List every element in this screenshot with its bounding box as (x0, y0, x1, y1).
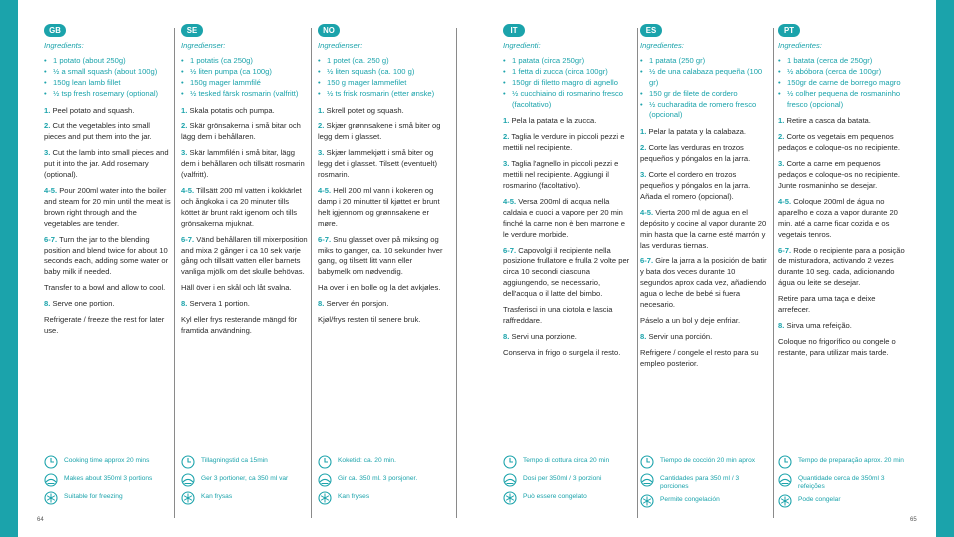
step-text: Coloque no frigorífico ou congele o restante, para utilizar mais tarde. (778, 336, 896, 357)
step-number: 2. (778, 132, 785, 142)
clock-icon (44, 455, 58, 469)
ingredients-heading: Ingredientes: (778, 41, 822, 50)
ingredient-item: • 150g lean lamb fillet (44, 78, 172, 89)
step-text: Häll över i en skål och låt svalna. (181, 283, 292, 293)
method-step (44, 299, 172, 310)
method-step (778, 159, 906, 192)
method-step (318, 148, 446, 181)
method-step (181, 106, 309, 117)
info-portions-text: Gir ca. 350 ml. 3 porsjoner. (338, 475, 418, 482)
info-cooking-time-text: Tempo de preparação aprox. 20 min (798, 457, 904, 464)
info-freezing-text: Kan fryses (338, 493, 370, 500)
step-number: 3. (640, 170, 647, 180)
info-freezing (640, 494, 768, 508)
step-number: 8. (181, 299, 188, 309)
info-freezing-text: Kan frysas (201, 493, 233, 500)
step-text: Snu glasset over på miksing og miks to ganger, ca. 10 sekunder hver gang, og tilsett litt vann eller babymelk om nødvendig. (318, 234, 443, 277)
step-text: Cut the vegetables into small pieces and put them into the jar. (44, 121, 152, 142)
step-number: 1. (181, 105, 188, 115)
method-step (181, 186, 309, 230)
ingredient-item: • ½ liten squash (ca. 100 g) (318, 67, 446, 78)
method-step (44, 148, 172, 181)
step-text: Corte a carne em pequenos pedaços e coloque-os no recipiente. Junte rosmaninho se desejar. (778, 159, 901, 190)
ingredient-item: • 150gr di filetto magro di agnello (503, 78, 631, 89)
info-portions-text: Dosi per 350ml / 3 porzioni (523, 475, 602, 482)
ingredient-item: • 150gr de carne de borrego magro (778, 78, 906, 89)
recipe-info-es (640, 455, 768, 512)
ingredients-list (503, 56, 631, 111)
method-step (640, 143, 768, 165)
info-cooking-time (503, 455, 631, 469)
step-number: 6-7. (318, 234, 332, 244)
right-edge-bar (936, 0, 954, 537)
method-step (503, 246, 631, 301)
step-text: Refrigerate / freeze the rest for later use. (44, 315, 165, 335)
snowflake-icon (181, 491, 195, 505)
step-number: 1. (318, 105, 325, 115)
method-step (181, 235, 309, 279)
language-badge: PT (778, 24, 800, 37)
column-divider (311, 28, 312, 518)
info-freezing-text: Può essere congelato (523, 493, 587, 500)
clock-icon (778, 455, 792, 469)
step-text: Hell 200 ml vann i kokeren og damp i 20 minutter til kjøttet er brunt helt igjennom og grønnsakene er møre. (318, 185, 440, 228)
info-portions-text: Makes about 350ml 3 portions (64, 475, 153, 482)
method-step (318, 121, 446, 143)
clock-icon (503, 455, 517, 469)
info-portions (778, 473, 906, 490)
ingredient-item: • 1 potato (about 250g) (44, 56, 172, 67)
step-text: Server én porsjon. (326, 299, 389, 309)
step-text: Servi una porzione. (511, 331, 577, 341)
method-step (778, 337, 906, 359)
step-number: 8. (778, 320, 785, 330)
recipe-info-it (503, 455, 631, 509)
step-text: Taglia le verdure in piccoli pezzi e mettili nel recipiente. (503, 132, 625, 153)
method-step (44, 283, 172, 294)
language-badge: GB (44, 24, 66, 37)
step-text: Pour 200ml water into the boiler and steam for 20 min until the meat is brown right through and the vegetables are tender. (44, 185, 171, 228)
recipe-info-gb (44, 455, 172, 509)
method-step (318, 235, 446, 279)
recipe-column-es (640, 24, 768, 375)
clock-icon (181, 455, 195, 469)
snowflake-icon (778, 494, 792, 508)
snowflake-icon (44, 491, 58, 505)
column-divider (773, 28, 774, 518)
step-number: 6-7. (503, 245, 517, 255)
info-freezing (181, 491, 309, 505)
step-number: 8. (318, 299, 325, 309)
method-step (318, 315, 446, 326)
step-number: 1. (640, 127, 647, 137)
ingredient-item: • ½ cucchiaino di rosmarino fresco (facoltativo) (503, 89, 631, 111)
step-number: 2. (503, 132, 510, 142)
method-step (503, 348, 631, 359)
step-number: 1. (503, 116, 510, 126)
ingredients-heading: Ingredients: (44, 41, 84, 50)
step-text: Tillsätt 200 ml vatten i kokkärlet och ångkoka i ca 20 minuter tills köttet är brunt rakt igenom och tills grönsakerna mjuknat. (181, 185, 302, 228)
step-text: Peel potato and squash. (52, 105, 135, 115)
ingredients-list (640, 56, 768, 121)
step-number: 4-5. (44, 185, 58, 195)
step-text: Rode o recipiente para a posição de misturadora, activando 2 vezes durante 10 seg. cada, adicionando água ou leite se desejar. (778, 245, 905, 288)
step-text: Trasferisci in una ciotola e lascia raffreddare. (503, 305, 613, 325)
step-number: 2. (318, 121, 325, 131)
step-text: Servera 1 portion. (189, 299, 250, 309)
page-gutter (456, 28, 457, 518)
info-cooking-time (318, 455, 446, 469)
language-badge: ES (640, 24, 662, 37)
step-text: Skjær lammekjøtt i små biter og legg det i glasset. Tilsett (eventuelt) rosmarin. (318, 148, 438, 180)
column-divider (174, 28, 175, 518)
recipe-info-pt (778, 455, 906, 512)
step-number: 6-7. (44, 234, 58, 244)
ingredient-item: • 1 patata (circa 250gr) (503, 56, 631, 67)
info-cooking-time (778, 455, 906, 469)
info-cooking-time-text: Tillagningstid ca 15min (201, 457, 268, 464)
step-number: 8. (640, 331, 647, 341)
step-text: Corte las verduras en trozos pequeños y póngalos en la jarra. (640, 143, 751, 164)
method-step (640, 170, 768, 203)
step-number: 2. (181, 121, 188, 131)
method-step (44, 186, 172, 230)
info-portions (503, 473, 631, 487)
recipe-column-gb (44, 24, 172, 342)
step-number: 3. (318, 148, 325, 158)
ingredients-heading: Ingredienser: (318, 41, 363, 50)
ingredient-item: • ½ tsp fresh rosemary (optional) (44, 89, 172, 100)
step-number: 4-5. (181, 185, 195, 195)
recipe-info-no (318, 455, 446, 509)
step-text: Capovolgi il recipiente nella posizione frullatore e frulla 2 volte per circa 10 secondi ciascuna aggiungendo, se necessario, dell'acqua o il latte del bimbo. (503, 245, 630, 299)
step-number: 3. (181, 148, 188, 158)
step-number: 4-5. (503, 196, 517, 206)
portions-icon (181, 473, 195, 487)
method-step (181, 315, 309, 337)
ingredient-item: • 1 potet (ca. 250 g) (318, 56, 446, 67)
portions-icon (778, 473, 792, 487)
step-text: Versa 200ml di acqua nella caldaia e cuoci a vapore per 20 min finché la carne non è ben marrone e le verdure morbide. (503, 196, 626, 239)
step-text: Serve one portion. (52, 299, 115, 309)
snowflake-icon (318, 491, 332, 505)
step-text: Corte el cordero en trozos pequeños y póngalos en la jarra. Añada el romero (opcional). (640, 170, 751, 201)
info-portions-text: Cantidades para 350 ml / 3 porciones (660, 475, 740, 490)
method-step (44, 315, 172, 337)
method-step (318, 283, 446, 294)
step-text: Taglia l'agnello in piccoli pezzi e mettili nel recipiente. Aggiungi il rosmarino (facoltativo). (503, 159, 619, 190)
step-number: 2. (44, 121, 51, 131)
info-cooking-time-text: Cooking time approx 20 mins (64, 457, 150, 464)
info-portions (640, 473, 768, 490)
step-text: Turn the jar to the blending position and blend twice for about 10 seconds each, adding some water or baby milk if needed. (44, 234, 169, 277)
step-number: 2. (640, 143, 647, 153)
step-number: 3. (503, 159, 510, 169)
info-portions (318, 473, 446, 487)
portions-icon (503, 473, 517, 487)
method-step (640, 348, 768, 370)
info-freezing (318, 491, 446, 505)
step-text: Skjær grønnsakene i små biter og legg dem i glasset. (318, 121, 441, 142)
method-step (181, 283, 309, 294)
method-step (503, 305, 631, 327)
ingredients-list (181, 56, 309, 100)
info-freezing (778, 494, 906, 508)
info-freezing-text: Suitable for freezing (64, 493, 123, 500)
method-step (778, 197, 906, 241)
ingredients-heading: Ingredienti: (503, 41, 541, 50)
ingredient-item: • 1 potatis (ca 250g) (181, 56, 309, 67)
step-text: Cut the lamb into small pieces and put it into the jar. Add rosemary (optional). (44, 148, 169, 180)
language-badge: NO (318, 24, 340, 37)
method-step (778, 321, 906, 332)
method-step (503, 159, 631, 192)
info-portions-text: Ger 3 portioner, ca 350 ml var (201, 475, 289, 482)
method-step (44, 121, 172, 143)
step-text: Transfer to a bowl and allow to cool. (44, 283, 166, 293)
info-portions (181, 473, 309, 487)
ingredient-item: • ½ abóbora (cerca de 100gr) (778, 67, 906, 78)
info-cooking-time (44, 455, 172, 469)
method-step (778, 246, 906, 290)
step-text: Skrell potet og squash. (326, 105, 404, 115)
step-text: Skala potatis och pumpa. (189, 105, 275, 115)
info-freezing (503, 491, 631, 505)
language-badge: SE (181, 24, 203, 37)
step-number: 1. (778, 116, 785, 126)
column-divider (637, 28, 638, 518)
step-text: Servir una porción. (648, 331, 713, 341)
ingredient-item: • ½ a small squash (about 100g) (44, 67, 172, 78)
info-freezing (44, 491, 172, 505)
method-step (503, 132, 631, 154)
step-number: 6-7. (778, 245, 792, 255)
step-text: Skär grönsakerna i små bitar och lägg dem i behållaren. (181, 121, 301, 142)
method-step (181, 299, 309, 310)
snowflake-icon (640, 494, 654, 508)
step-text: Corte os vegetais em pequenos pedaços e coloque-os no recipiente. (778, 132, 901, 153)
step-text: Skär lammfilén i små bitar, lägg dem i behållaren och tillsätt rosmarin (valfritt). (181, 148, 305, 180)
method-step (503, 197, 631, 241)
step-number: 8. (503, 331, 510, 341)
step-number: 4-5. (778, 196, 792, 206)
info-cooking-time-text: Koketid: ca. 20 min. (338, 457, 396, 464)
method-step (181, 121, 309, 143)
method-step (318, 186, 446, 230)
info-freezing-text: Permite congelación (660, 496, 720, 504)
step-text: Pelar la patata y la calabaza. (648, 127, 746, 137)
step-text: Vierta 200 ml de agua en el depósito y cocine al vapor durante 20 min hasta que la carne esté marrón y las verduras tiernas. (640, 207, 767, 250)
step-text: Gire la jarra a la posición de batir y bata dos veces durante 10 segundos aprox cada vez, añadiendo agua o leche de bebé si fuera necesario. (640, 256, 767, 310)
method-step (640, 256, 768, 311)
info-cooking-time-text: Tiempo de cocción 20 min aprox (660, 457, 756, 464)
ingredient-item: • ½ cucharadita de romero fresco (opcional) (640, 100, 768, 122)
recipe-column-it (503, 24, 631, 364)
ingredient-item: • ½ tesked färsk rosmarin (valfritt) (181, 89, 309, 100)
info-portions (44, 473, 172, 487)
method-step (44, 235, 172, 279)
step-number: 4-5. (318, 185, 332, 195)
clock-icon (318, 455, 332, 469)
step-text: Retire a casca da batata. (786, 116, 871, 126)
info-cooking-time (640, 455, 768, 469)
left-edge-bar (0, 0, 18, 537)
info-freezing-text: Pode congelar (798, 496, 841, 504)
ingredient-item: • 150g mager lammfilé (181, 78, 309, 89)
clock-icon (640, 455, 654, 469)
step-number: 1. (44, 105, 51, 115)
info-cooking-time-text: Tempo di cottura circa 20 min (523, 457, 610, 464)
step-text: Conserva in frigo o surgela il resto. (503, 347, 621, 357)
ingredients-list (44, 56, 172, 100)
method-step (318, 299, 446, 310)
portions-icon (640, 473, 654, 487)
step-number: 6-7. (181, 234, 195, 244)
recipe-column-no (318, 24, 446, 331)
step-text: Vänd behållaren till mixerposition and mixa 2 gånger i ca 10 sek varje gång och tillsätt vatten eller barnets vanliga mjölk om det skulle behövas. (181, 234, 308, 277)
method-step (181, 148, 309, 181)
language-badge: IT (503, 24, 525, 37)
snowflake-icon (503, 491, 517, 505)
method-step (640, 208, 768, 252)
recipe-column-pt (778, 24, 906, 364)
method-step (318, 106, 446, 117)
info-cooking-time (181, 455, 309, 469)
ingredients-list (318, 56, 446, 100)
step-text: Kjøl/frys resten til senere bruk. (318, 315, 421, 325)
step-text: Páselo a un bol y deje enfriar. (640, 315, 741, 325)
page-number-right: 65 (910, 517, 917, 523)
step-text: Refrigere / congele el resto para su empleo posterior. (640, 347, 759, 368)
step-text: Sirva uma refeição. (786, 320, 852, 330)
step-text: Retire para uma taça e deixe arrefecer. (778, 294, 876, 315)
method-step (778, 132, 906, 154)
step-number: 3. (44, 148, 51, 158)
method-step (503, 116, 631, 127)
step-text: Kyl eller frys resterande mängd för framtida användning. (181, 315, 298, 335)
page-number-left: 64 (37, 517, 44, 523)
method-step (640, 127, 768, 138)
ingredients-heading: Ingredienser: (181, 41, 226, 50)
ingredient-item: • 150 g mager lammefilet (318, 78, 446, 89)
portions-icon (44, 473, 58, 487)
info-portions-text: Quantidade cerca de 350ml 3 refeições (798, 475, 885, 490)
ingredient-item: • 1 batata (cerca de 250gr) (778, 56, 906, 67)
portions-icon (318, 473, 332, 487)
ingredients-list (778, 56, 906, 111)
ingredients-heading: Ingredientes: (640, 41, 684, 50)
step-number: 4-5. (640, 207, 654, 217)
method-step (778, 294, 906, 316)
ingredient-item: • 150 gr de filete de cordero (640, 89, 768, 100)
step-number: 3. (778, 159, 785, 169)
ingredient-item: • ½ de una calabaza pequeña (100 gr) (640, 67, 768, 89)
recipe-info-se (181, 455, 309, 509)
step-number: 6-7. (640, 256, 654, 266)
ingredient-item: • ½ colher pequena de rosmaninho fresco (opcional) (778, 89, 906, 111)
step-text: Ha over i en bolle og la det avkjøles. (318, 283, 441, 293)
ingredient-item: • ½ ts frisk rosmarin (etter ønske) (318, 89, 446, 100)
ingredient-item: • ½ liten pumpa (ca 100g) (181, 67, 309, 78)
ingredient-item: • 1 patata (250 gr) (640, 56, 768, 67)
method-step (778, 116, 906, 127)
step-number: 8. (44, 299, 51, 309)
recipe-column-se (181, 24, 309, 342)
method-step (44, 106, 172, 117)
step-text: Pela la patata e la zucca. (511, 116, 597, 126)
method-step (503, 332, 631, 343)
method-step (640, 332, 768, 343)
step-text: Coloque 200ml de água no aparelho e coza a vapor durante 20 min. até a carne ficar cozida e os vegetais tenros. (778, 196, 898, 239)
method-step (640, 316, 768, 327)
ingredient-item: • 1 fetta di zucca (circa 100gr) (503, 67, 631, 78)
